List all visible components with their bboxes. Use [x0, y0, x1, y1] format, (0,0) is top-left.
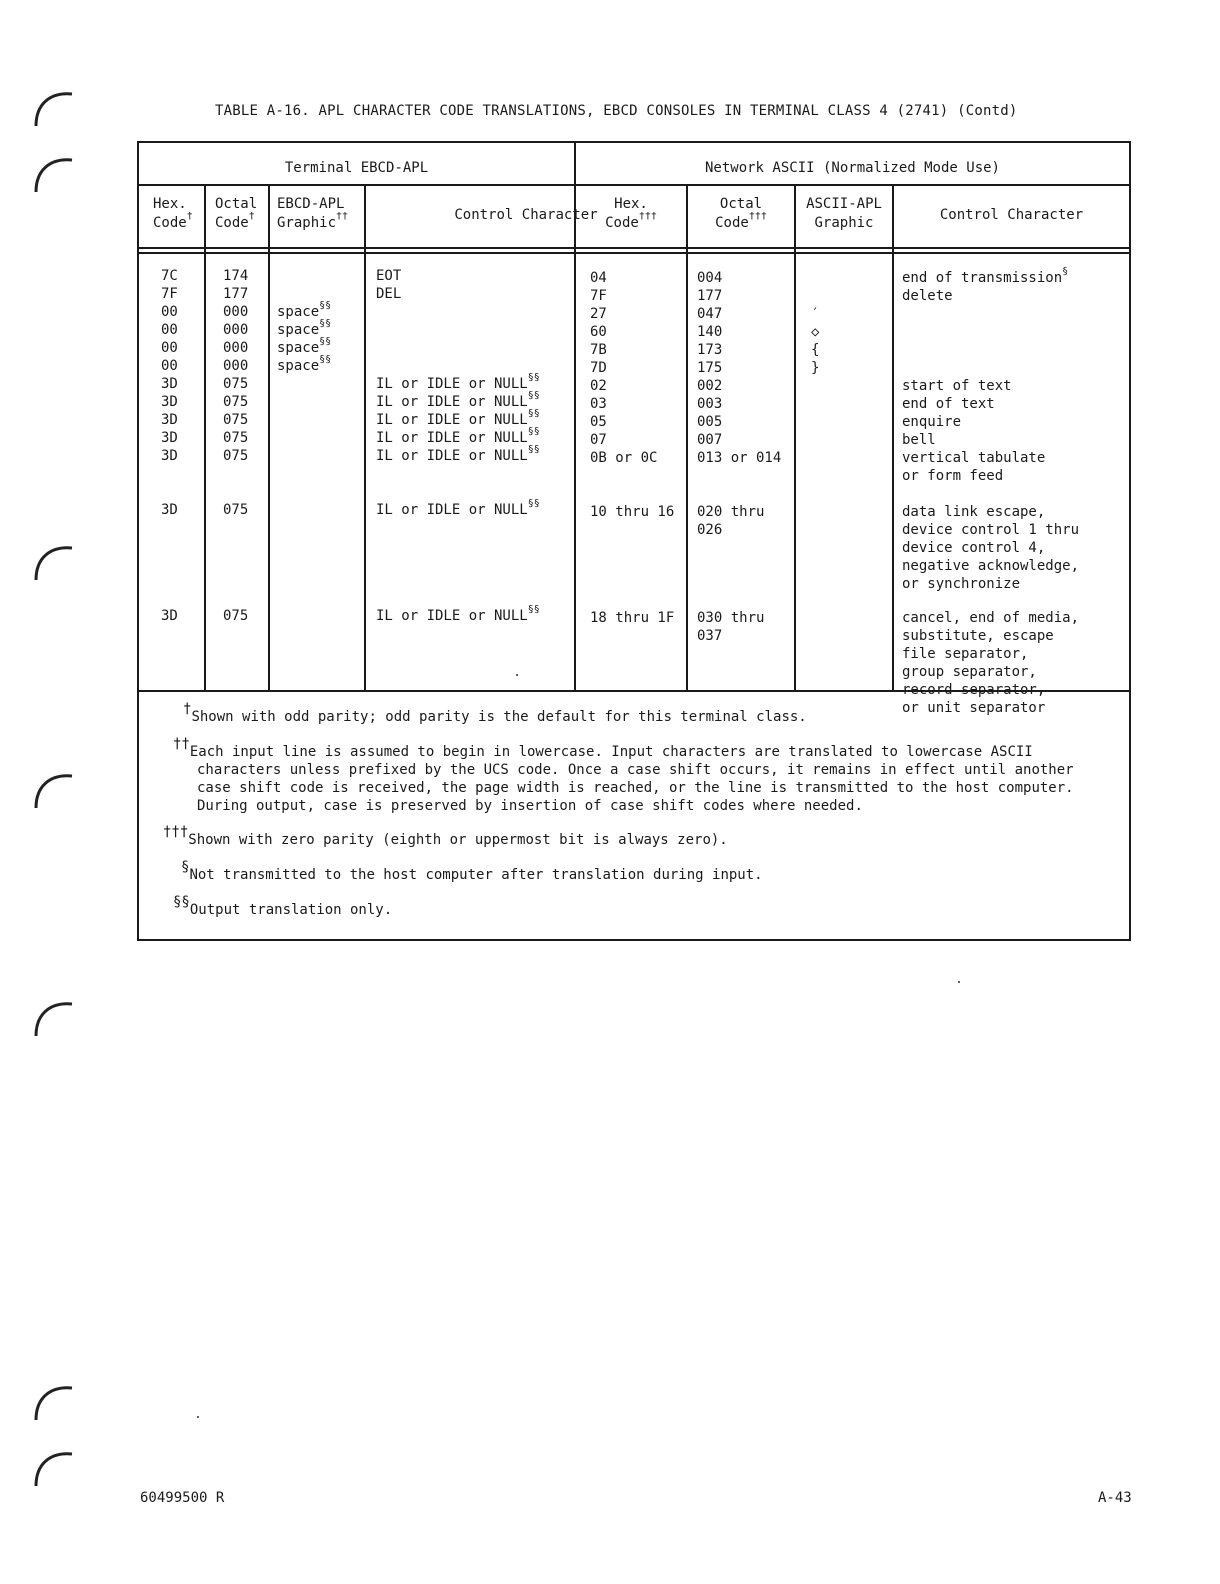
page-number: A-43 — [1098, 1490, 1132, 1506]
octal-code-cell: 000 — [223, 322, 249, 338]
octal-code-cell: 075 — [223, 502, 249, 518]
translation-table — [137, 141, 1131, 941]
net-control-character-cell: vertical tabulate or form feed — [902, 450, 1046, 484]
hex-code-cell: 7F — [161, 286, 178, 302]
net-octal-code-cell: 175 — [697, 360, 723, 376]
ebcd-graphic-cell: space§§ — [277, 354, 332, 374]
hex-code-cell: 3D — [161, 376, 178, 392]
octal-code-cell: 177 — [223, 286, 249, 302]
footnote: ††Each input line is assumed to begin in lowercase. Input characters are translated to lowercase ASCII characters unless prefixed by the UCS code. Once a case shift occurs, it remains in effect until another case shift code is received, the page width is reached, or the line is transmitted to the host computer. During output, case is preserved by insertion of case shift codes where needed. — [173, 736, 1074, 814]
footnote: †††Shown with zero parity (eighth or uppermost bit is always zero). — [163, 824, 728, 848]
hex-code-cell: 3D — [161, 502, 178, 518]
net-octal-code-cell: 140 — [697, 324, 723, 340]
octal-code-cell: 075 — [223, 608, 249, 624]
net-octal-code-cell: 007 — [697, 432, 723, 448]
group-header-terminal: Terminal EBCD-APL — [284, 160, 429, 176]
hex-code-cell: 00 — [161, 358, 178, 374]
octal-code-cell: 075 — [223, 394, 249, 410]
net-hex-code-cell: 10 thru 16 — [590, 504, 675, 520]
page-title: TABLE A-16. APL CHARACTER CODE TRANSLATIONS, EBCD CONSOLES IN TERMINAL CLASS 4 (2741) (Contd) — [215, 103, 1018, 119]
ebcd-graphic-cell: space§§ — [277, 318, 332, 338]
net-control-character-cell: data link escape, device control 1 thru device control 4, negative acknowledge, or synchronize — [902, 504, 1080, 592]
net-hex-code-cell: 27 — [590, 306, 607, 322]
net-control-character-cell: enquire — [902, 414, 962, 430]
net-octal-code-cell: 004 — [697, 270, 723, 286]
binder-hole-4 — [30, 768, 78, 814]
hex-code-cell: 7C — [161, 268, 178, 284]
binder-hole-1 — [30, 86, 78, 132]
scan-speck — [516, 674, 518, 676]
binder-hole-5 — [30, 996, 78, 1042]
hex-code-cell: 00 — [161, 322, 178, 338]
col-header-graphic: EBCD-APL Graphic†† — [277, 196, 349, 231]
control-character-cell: IL or IDLE or NULL§§ — [376, 604, 540, 624]
octal-code-cell: 000 — [223, 340, 249, 356]
hex-code-cell: 3D — [161, 448, 178, 464]
control-character-cell: IL or IDLE or NULL§§ — [376, 408, 540, 428]
binder-hole-3 — [30, 540, 78, 586]
net-octal-code-cell: 173 — [697, 342, 723, 358]
control-character-cell: IL or IDLE or NULL§§ — [376, 372, 540, 392]
net-octal-code-cell: 047 — [697, 306, 723, 322]
net-control-character-cell: start of text — [902, 378, 1012, 394]
net-octal-code-cell: 177 — [697, 288, 723, 304]
control-character-cell: IL or IDLE or NULL§§ — [376, 426, 540, 446]
ebcd-graphic-cell: space§§ — [277, 336, 332, 356]
net-hex-code-cell: 07 — [590, 432, 607, 448]
net-octal-code-cell: 005 — [697, 414, 723, 430]
col-header-net-hex: Hex. Code††† — [605, 196, 657, 231]
net-octal-code-cell: 002 — [697, 378, 723, 394]
octal-code-cell: 000 — [223, 304, 249, 320]
hex-code-cell: 00 — [161, 304, 178, 320]
col-header-net-control: Control Character — [939, 207, 1084, 223]
control-character-cell: IL or IDLE or NULL§§ — [376, 444, 540, 464]
control-character-cell: IL or IDLE or NULL§§ — [376, 390, 540, 410]
net-control-character-cell: end of text — [902, 396, 995, 412]
octal-code-cell: 174 — [223, 268, 249, 284]
hex-code-cell: 3D — [161, 430, 178, 446]
control-character-cell: EOT — [376, 268, 402, 284]
binder-hole-2 — [30, 152, 78, 198]
net-octal-code-cell: 030 thru 037 — [697, 610, 765, 644]
octal-code-cell: 075 — [223, 448, 249, 464]
net-hex-code-cell: 60 — [590, 324, 607, 340]
footnote: §Not transmitted to the host computer after translation during input. — [181, 859, 763, 883]
net-hex-code-cell: 7F — [590, 288, 607, 304]
net-control-character-cell: end of transmission§ — [902, 266, 1069, 286]
octal-code-cell: 000 — [223, 358, 249, 374]
hex-code-cell: 3D — [161, 608, 178, 624]
col-header-net-octal: Octal Code††† — [715, 196, 767, 231]
col-header-hex: Hex. Code† — [153, 196, 193, 231]
net-hex-code-cell: 18 thru 1F — [590, 610, 675, 626]
hex-code-cell: 3D — [161, 394, 178, 410]
ascii-graphic-cell: ◇ — [811, 324, 820, 340]
col-header-net-graphic: ASCII-APL Graphic — [806, 196, 882, 231]
net-hex-code-cell: 7D — [590, 360, 607, 376]
group-header-network: Network ASCII (Normalized Mode Use) — [704, 160, 1000, 176]
hex-code-cell: 3D — [161, 412, 178, 428]
ebcd-graphic-cell: space§§ — [277, 300, 332, 320]
octal-code-cell: 075 — [223, 412, 249, 428]
octal-code-cell: 075 — [223, 376, 249, 392]
net-control-character-cell: bell — [902, 432, 936, 448]
ascii-graphic-cell: { — [811, 342, 820, 358]
col-header-control: Control Character — [454, 207, 598, 223]
control-character-cell: DEL — [376, 286, 402, 302]
octal-code-cell: 075 — [223, 430, 249, 446]
net-control-character-cell: cancel, end of media, substitute, escape file separator, group separator, record separator, or unit separator — [902, 610, 1080, 716]
net-octal-code-cell: 003 — [697, 396, 723, 412]
net-octal-code-cell: 013 or 014 — [697, 450, 782, 466]
net-hex-code-cell: 03 — [590, 396, 607, 412]
net-hex-code-cell: 7B — [590, 342, 607, 358]
ascii-graphic-cell: ′ — [811, 306, 820, 322]
footnote: §§Output translation only. — [173, 894, 393, 918]
control-character-cell: IL or IDLE or NULL§§ — [376, 498, 540, 518]
net-octal-code-cell: 020 thru 026 — [697, 504, 765, 538]
footnote: †Shown with odd parity; odd parity is the default for this terminal class. — [183, 701, 807, 725]
net-control-character-cell: delete — [902, 288, 953, 304]
binder-hole-6 — [30, 1380, 78, 1426]
net-hex-code-cell: 05 — [590, 414, 607, 430]
net-hex-code-cell: 02 — [590, 378, 607, 394]
net-hex-code-cell: 0B or 0C — [590, 450, 658, 466]
binder-hole-7 — [30, 1446, 78, 1492]
scan-speck — [958, 981, 960, 983]
col-header-octal: Octal Code† — [215, 196, 258, 231]
net-hex-code-cell: 04 — [590, 270, 607, 286]
document-number: 60499500 R — [140, 1490, 225, 1506]
hex-code-cell: 00 — [161, 340, 178, 356]
scan-speck — [197, 1416, 199, 1418]
ascii-graphic-cell: } — [811, 360, 820, 376]
